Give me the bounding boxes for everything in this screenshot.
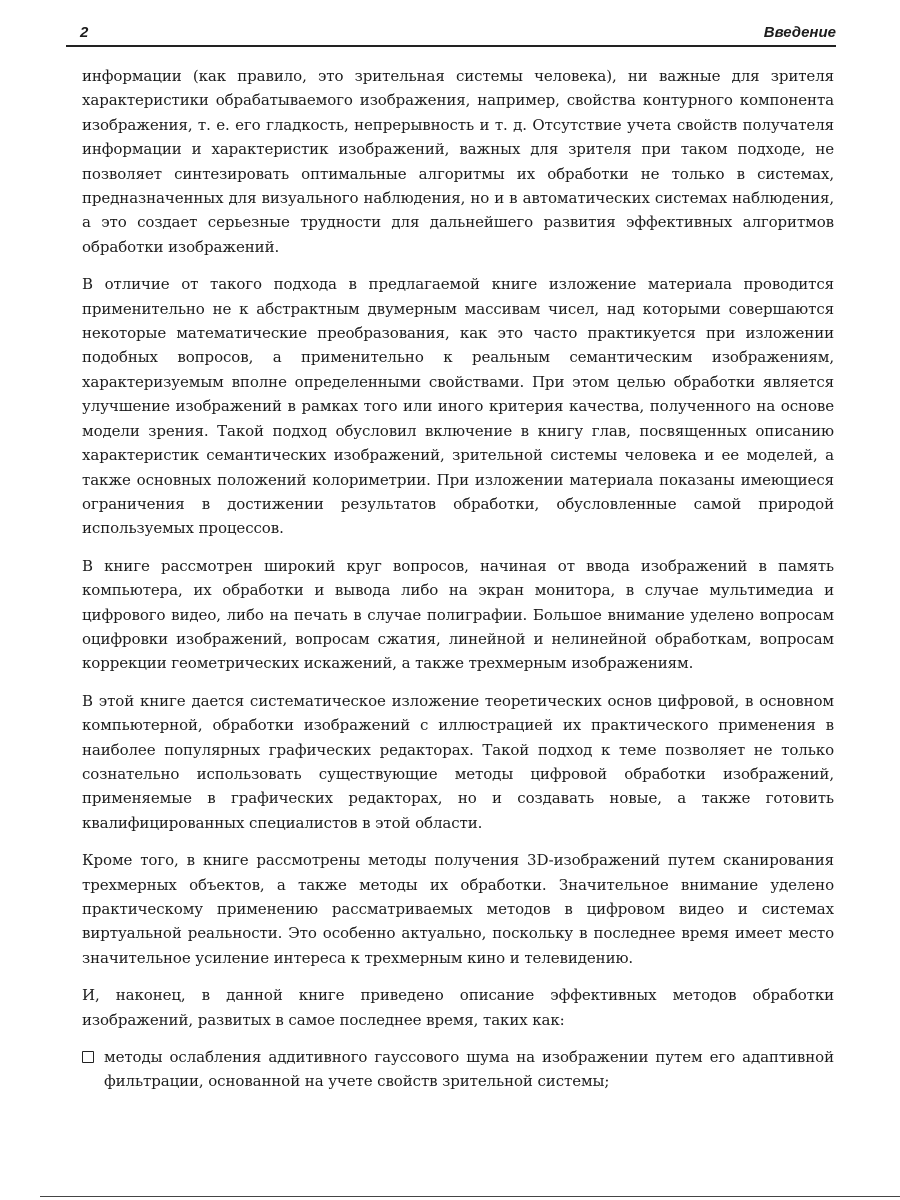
header-rule	[66, 45, 836, 47]
page-number: 2	[80, 24, 89, 41]
section-title: Введение	[763, 24, 836, 41]
paragraph-6: И, наконец, в данной книге приведено описание эффективных методов обработки изображений, развитых в самое последнее время, таких как:	[82, 986, 834, 1029]
footer-rule	[40, 1196, 900, 1197]
paragraph-2: В отличие от такого подхода в предлагаемой книге изложение материала проводится применительно не к абстрактным двумерным массивам чисел, над которыми совершаются некоторые математические преобразования, как это часто практикуется при изложении подобных вопросов, а применительно к реальным семантическим изображениям, характеризуемым вполне определенными свойствами. При этом целью обработки является улучшение изображений в рамках того или иного критерия качества, полученного на основе модели зрения. Такой подход обусловил включение в книгу глав, посвященных описанию характеристик семантических изображений, зрительной системы человека и ее моделей, а также основных положений колориметрии. При изложении материала показаны имеющиеся ограничения в достижении результатов обработки, обусловленные самой природой используемых процессов.	[82, 275, 834, 538]
bullet-list	[82, 1045, 834, 1094]
paragraph-3: В книге рассмотрен широкий круг вопросов, начиная от ввода изображений в память компьютера, их обработки и вывода либо на экран монитора, в случае мультимедиа и цифрового видео, либо на печать в случае полиграфии. Большое внимание уделено вопросам оцифровки изображений, вопросам сжатия, линейной и нелинейной обработкам, вопросам коррекции геометрических искажений, а также трехмерным изображениям.	[82, 556, 834, 673]
list-item-text: методы ослабления аддитивного гауссового шума на изображении путем его адаптивной фильтрации, основанной на учете свойств зрительной системы;	[104, 1048, 834, 1091]
paragraph-4: В этой книге дается систематическое изложение теоретических основ цифровой, в основном компьютерной, обработки изображений с иллюстрацией их практического применения в наиболее популярных графических редакторах. Такой подход к теме позволяет не только сознательно использовать существующие методы цифровой обработки изображений, применяемые в графических редакторах, но и создавать новые, а также готовить квалифицированных специалистов в этой области.	[82, 691, 834, 832]
checkbox-bullet-icon	[82, 1051, 94, 1063]
list-item	[82, 1045, 834, 1094]
body-text	[82, 64, 834, 1094]
paragraph-5: Кроме того, в книге рассмотрены методы получения 3D-изображений путем сканирования трехмерных объектов, а также методы их обработки. Значительное внимание уделено практическому применению рассматриваемых методов в цифровом видео и системах виртуальной реальности. Это особенно актуально, поскольку в последнее время имеет место значительное усиление интереса к трехмерным кино и телевидению.	[82, 851, 834, 967]
paragraph-1: информации (как правило, это зрительная системы человека), ни важные для зрителя характеристики обрабатываемого изображения, например, свойства контурного компонента изображения, т. е. его гладкость, непрерывность и т. д. Отсутствие учета свойств получателя информации и характеристик изображений, важных для зрителя при таком подходе, не позволяет синтезировать оптимальные алгоритмы их обработки не только в системах, предназначенных для визуального наблюдения, но и в автоматических системах наблюдения, а это создает серьезные трудности для дальнейшего развития эффективных алгоритмов обработки изображений.	[82, 67, 834, 256]
